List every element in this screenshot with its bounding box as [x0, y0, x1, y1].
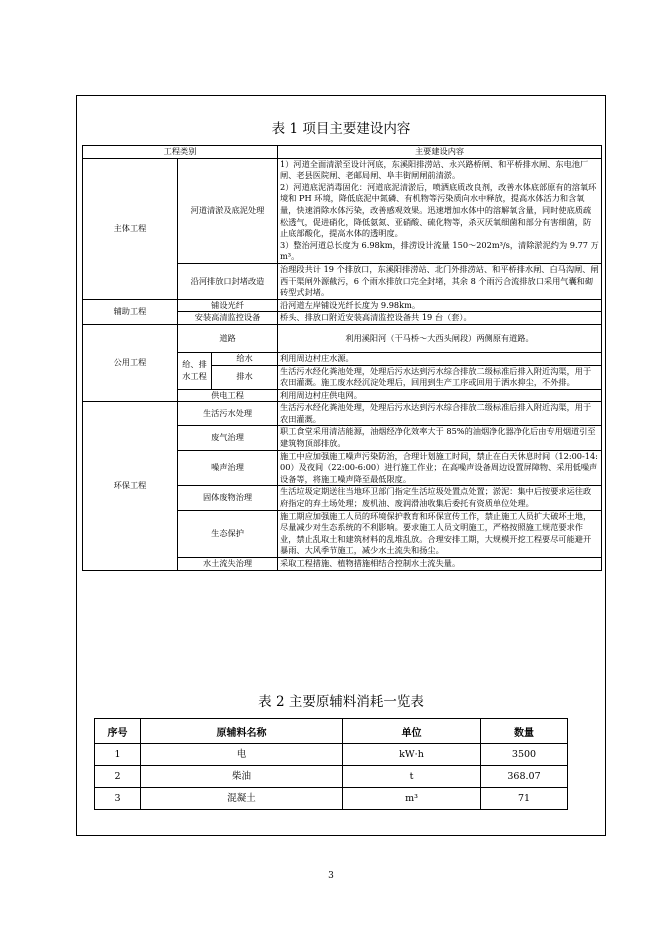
- main-sub1-p3: 3）整治河道总长度为 6.98km，排涝设计流量 150～202m³/s，清除淤泥约为 9.77 万 m³。: [280, 239, 599, 262]
- env-sewage: 生活污水处理: [178, 402, 278, 426]
- env-waste-content: 生活垃圾定期送往当地环卫部门指定生活垃圾处置点处置；淤泥：集中后按要求运往政府指定的弃土场处理；废机油、废润滑油收集后委托有资质单位处理。: [278, 486, 602, 510]
- env-category: 环保工程: [83, 402, 178, 570]
- row-name: 混凝土: [141, 788, 343, 810]
- env-noise: 噪声治理: [178, 450, 278, 486]
- header-category: 工程类别: [83, 146, 278, 159]
- public-water: 给、排水工程: [178, 352, 212, 389]
- public-road: 道路: [178, 324, 278, 352]
- row-unit: m³: [343, 788, 481, 810]
- row-unit: kW·h: [343, 744, 481, 766]
- aux-sub2: 安装高清监控设备: [178, 312, 278, 325]
- row-qty: 368.07: [481, 766, 568, 788]
- public-power-content: 利用周边村庄供电网。: [278, 389, 602, 402]
- row-no: 2: [95, 766, 141, 788]
- table-row: [95, 744, 568, 766]
- row-name: 电: [141, 744, 343, 766]
- header-qty: 数量: [481, 719, 568, 744]
- materials-table: [94, 718, 568, 810]
- main-sub2: 沿河排放口封堵改造: [178, 263, 278, 299]
- aux-sub1: 铺设光纤: [178, 299, 278, 312]
- header-unit: 单位: [343, 719, 481, 744]
- row-unit: t: [343, 766, 481, 788]
- env-soil-content: 采取工程措施、植物措施相结合控制水土流失量。: [278, 558, 602, 571]
- env-gas: 废气治理: [178, 426, 278, 450]
- header-no: 序号: [95, 719, 141, 744]
- row-qty: 3500: [481, 744, 568, 766]
- env-sewage-content: 生活污水经化粪池处理，处理后污水达到污水综合排放二级标准后排入附近沟渠，用于农田灌溉。: [278, 402, 602, 426]
- header-name: 原辅料名称: [141, 719, 343, 744]
- env-eco-content: 施工期应加强施工人员的环境保护教育和环保宣传工作，禁止施工人员扩大破坏土地，尽量减少对生态系统的不利影响。要求施工人员文明施工，严格按照施工规范要求作业，禁止乱取土和建筑材料的乱堆乱放。合理安排工期，大规模开挖工程要尽可能避开暴雨、大风季节施工，减少水土流失和扬尘。: [278, 510, 602, 557]
- public-supply: 给水: [212, 352, 278, 365]
- table2-title: 表 2 主要原辅料消耗一览表: [258, 694, 424, 710]
- main-sub2-content: 治理段共计 19 个排放口，东溪阳排涝站、北门外排涝站、和平桥排水闸、白马沟闸、闸西干渠闸外源截污，6 个雨水排放口完全封堵，其余 8 个雨污合流排放口采用气囊和砌砖型式封堵。: [278, 263, 602, 299]
- aux-sub1-content: 沿河道左岸铺设光纤长度为 9.98km。: [278, 299, 602, 312]
- env-noise-content: 施工中应加强施工噪声污染防治，合理计划施工时间，禁止在白天休息时间（12:00-14:00）及夜间（22:00-6:00）进行施工作业；在高噪声设备周边设置屏障物、采用低噪声设备等，将施工噪声降至最低限度。: [278, 450, 602, 486]
- main-sub1: 河道清淤及底泥处理: [178, 158, 278, 263]
- table-row: [95, 788, 568, 810]
- public-drain-content: 生活污水经化粪池处理，处理后污水达到污水综合排放二级标准后排入附近沟渠，用于农田灌溉。施工废水经沉淀处理后，回用到生产工序或回用于洒水抑尘，不外排。: [278, 365, 602, 389]
- page-number: 3: [328, 871, 334, 881]
- main-category: 主体工程: [83, 158, 178, 299]
- aux-category: 辅助工程: [83, 299, 178, 324]
- table-row: [95, 766, 568, 788]
- row-no: 3: [95, 788, 141, 810]
- main-sub1-p2: 2）河道底泥消毒固化：河道底泥清淤后，喷洒底质改良剂，改善水体底部原有的溶氧环境和 PH 环境，降低底泥中氮磷、有机物等污染质向水中释放，提高水体活力和含氧量，快速消除水体污染，改善感观效果。迅速增加水体中的溶解氧含量，同时使底质疏松透气，促进硝化，降低氨氮、亚硝酸、硫化物等，杀灭厌氧细菌和部分有害细菌，防止底部酸化，提高水体的透明度。: [280, 181, 597, 239]
- row-qty: 71: [481, 788, 568, 810]
- public-category: 公用工程: [83, 324, 178, 401]
- env-gas-content: 职工食堂采用清洁能源，油烟经净化效率大于 85%的油烟净化器净化后由专用烟道引至建筑物顶部排放。: [278, 426, 602, 450]
- aux-sub2-content: 桥头、排放口附近安装高清监控设备共 19 台（套）。: [278, 312, 602, 325]
- env-eco: 生态保护: [178, 510, 278, 557]
- public-road-content: 利用溪阳河（干马桥～大西头闸段）两侧原有道路。: [278, 324, 602, 352]
- row-name: 柴油: [141, 766, 343, 788]
- row-no: 1: [95, 744, 141, 766]
- header-content: 主要建设内容: [278, 146, 602, 159]
- env-soil: 水土流失治理: [178, 558, 278, 571]
- public-power: 供电工程: [178, 389, 278, 402]
- table1-title: 表 1 项目主要建设内容: [271, 121, 411, 137]
- main-sub1-content: [278, 158, 602, 263]
- main-sub1-p1: 1）河道全面清淤至设计河底，东溪阳排涝站、永兴路桥闸、和平桥排水闸、东电池厂闸、老县医院闸、老邮局闸、阜丰街闸闸前清淤。: [280, 158, 589, 181]
- public-drain: 排水: [212, 365, 278, 389]
- public-supply-content: 利用周边村庄水源。: [278, 352, 602, 365]
- project-content-table: [82, 145, 602, 571]
- env-waste: 固体废物治理: [178, 486, 278, 510]
